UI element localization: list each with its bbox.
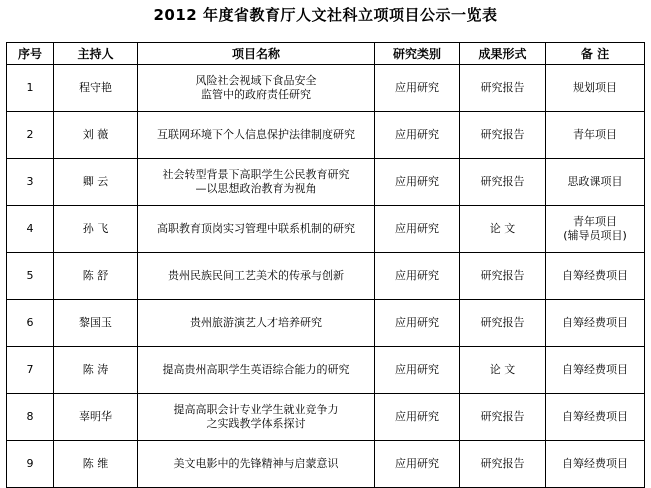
row-number-cell: 7 (7, 347, 54, 394)
column-header-name: 项目名称 (138, 43, 375, 65)
output-form-cell: 研究报告 (460, 300, 546, 347)
output-form-cell: 研究报告 (460, 112, 546, 159)
host-cell: 陈 维 (54, 441, 138, 488)
host-cell: 陈 舒 (54, 253, 138, 300)
host-cell: 程守艳 (54, 65, 138, 112)
title-text: 2012 年度省教育厅人文社科立项项目公示一览表 (153, 6, 498, 24)
note-cell: 自筹经费项目 (546, 394, 645, 441)
column-header-note: 备 注 (546, 43, 645, 65)
output-form-cell: 论 文 (460, 206, 546, 253)
project-name-cell: 风险社会视域下食品安全 监管中的政府责任研究 (138, 65, 375, 112)
row-number-cell: 8 (7, 394, 54, 441)
category-cell: 应用研究 (375, 112, 460, 159)
project-name-cell: 贵州旅游演艺人才培养研究 (138, 300, 375, 347)
table-row (7, 206, 645, 253)
category-cell: 应用研究 (375, 206, 460, 253)
project-name-cell: 互联网环境下个人信息保护法律制度研究 (138, 112, 375, 159)
row-number-cell: 3 (7, 159, 54, 206)
row-number-cell: 4 (7, 206, 54, 253)
column-header-category: 研究类别 (375, 43, 460, 65)
host-cell: 陈 涛 (54, 347, 138, 394)
project-name-cell: 美文电影中的先锋精神与启蒙意识 (138, 441, 375, 488)
note-cell: 思政课项目 (546, 159, 645, 206)
table-row (7, 65, 645, 112)
output-form-cell: 研究报告 (460, 253, 546, 300)
column-header-host: 主持人 (54, 43, 138, 65)
column-header-output: 成果形式 (460, 43, 546, 65)
note-cell: 自筹经费项目 (546, 347, 645, 394)
note-cell: 青年项目 (546, 112, 645, 159)
output-form-cell: 研究报告 (460, 394, 546, 441)
note-cell: 自筹经费项目 (546, 300, 645, 347)
project-name-cell: 高职教育顶岗实习管理中联系机制的研究 (138, 206, 375, 253)
project-name-cell: 贵州民族民间工艺美术的传承与创新 (138, 253, 375, 300)
table-row (7, 159, 645, 206)
category-cell: 应用研究 (375, 300, 460, 347)
column-header-no: 序号 (7, 43, 54, 65)
project-name-cell: 提高贵州高职学生英语综合能力的研究 (138, 347, 375, 394)
note-cell: 规划项目 (546, 65, 645, 112)
table-row (7, 394, 645, 441)
row-number-cell: 5 (7, 253, 54, 300)
note-cell: 自筹经费项目 (546, 253, 645, 300)
output-form-cell: 论 文 (460, 347, 546, 394)
table-header-row (7, 43, 645, 65)
host-cell: 刘 薇 (54, 112, 138, 159)
table-row (7, 253, 645, 300)
category-cell: 应用研究 (375, 441, 460, 488)
output-form-cell: 研究报告 (460, 65, 546, 112)
table-row (7, 300, 645, 347)
category-cell: 应用研究 (375, 394, 460, 441)
host-cell: 卿 云 (54, 159, 138, 206)
row-number-cell: 2 (7, 112, 54, 159)
host-cell: 辜明华 (54, 394, 138, 441)
category-cell: 应用研究 (375, 159, 460, 206)
host-cell: 黎国玉 (54, 300, 138, 347)
output-form-cell: 研究报告 (460, 159, 546, 206)
note-cell: 自筹经费项目 (546, 441, 645, 488)
host-cell: 孙 飞 (54, 206, 138, 253)
project-name-cell: 社会转型背景下高职学生公民教育研究 —以思想政治教育为视角 (138, 159, 375, 206)
table-row (7, 441, 645, 488)
category-cell: 应用研究 (375, 65, 460, 112)
row-number-cell: 6 (7, 300, 54, 347)
project-name-cell: 提高高职会计专业学生就业竞争力 之实践教学体系探讨 (138, 394, 375, 441)
row-number-cell: 1 (7, 65, 54, 112)
output-form-cell: 研究报告 (460, 441, 546, 488)
category-cell: 应用研究 (375, 347, 460, 394)
project-table (6, 42, 645, 488)
note-cell: 青年项目 (辅导员项目) (546, 206, 645, 253)
category-cell: 应用研究 (375, 253, 460, 300)
table-row (7, 112, 645, 159)
row-number-cell: 9 (7, 441, 54, 488)
page-title (0, 4, 651, 25)
table-row (7, 347, 645, 394)
